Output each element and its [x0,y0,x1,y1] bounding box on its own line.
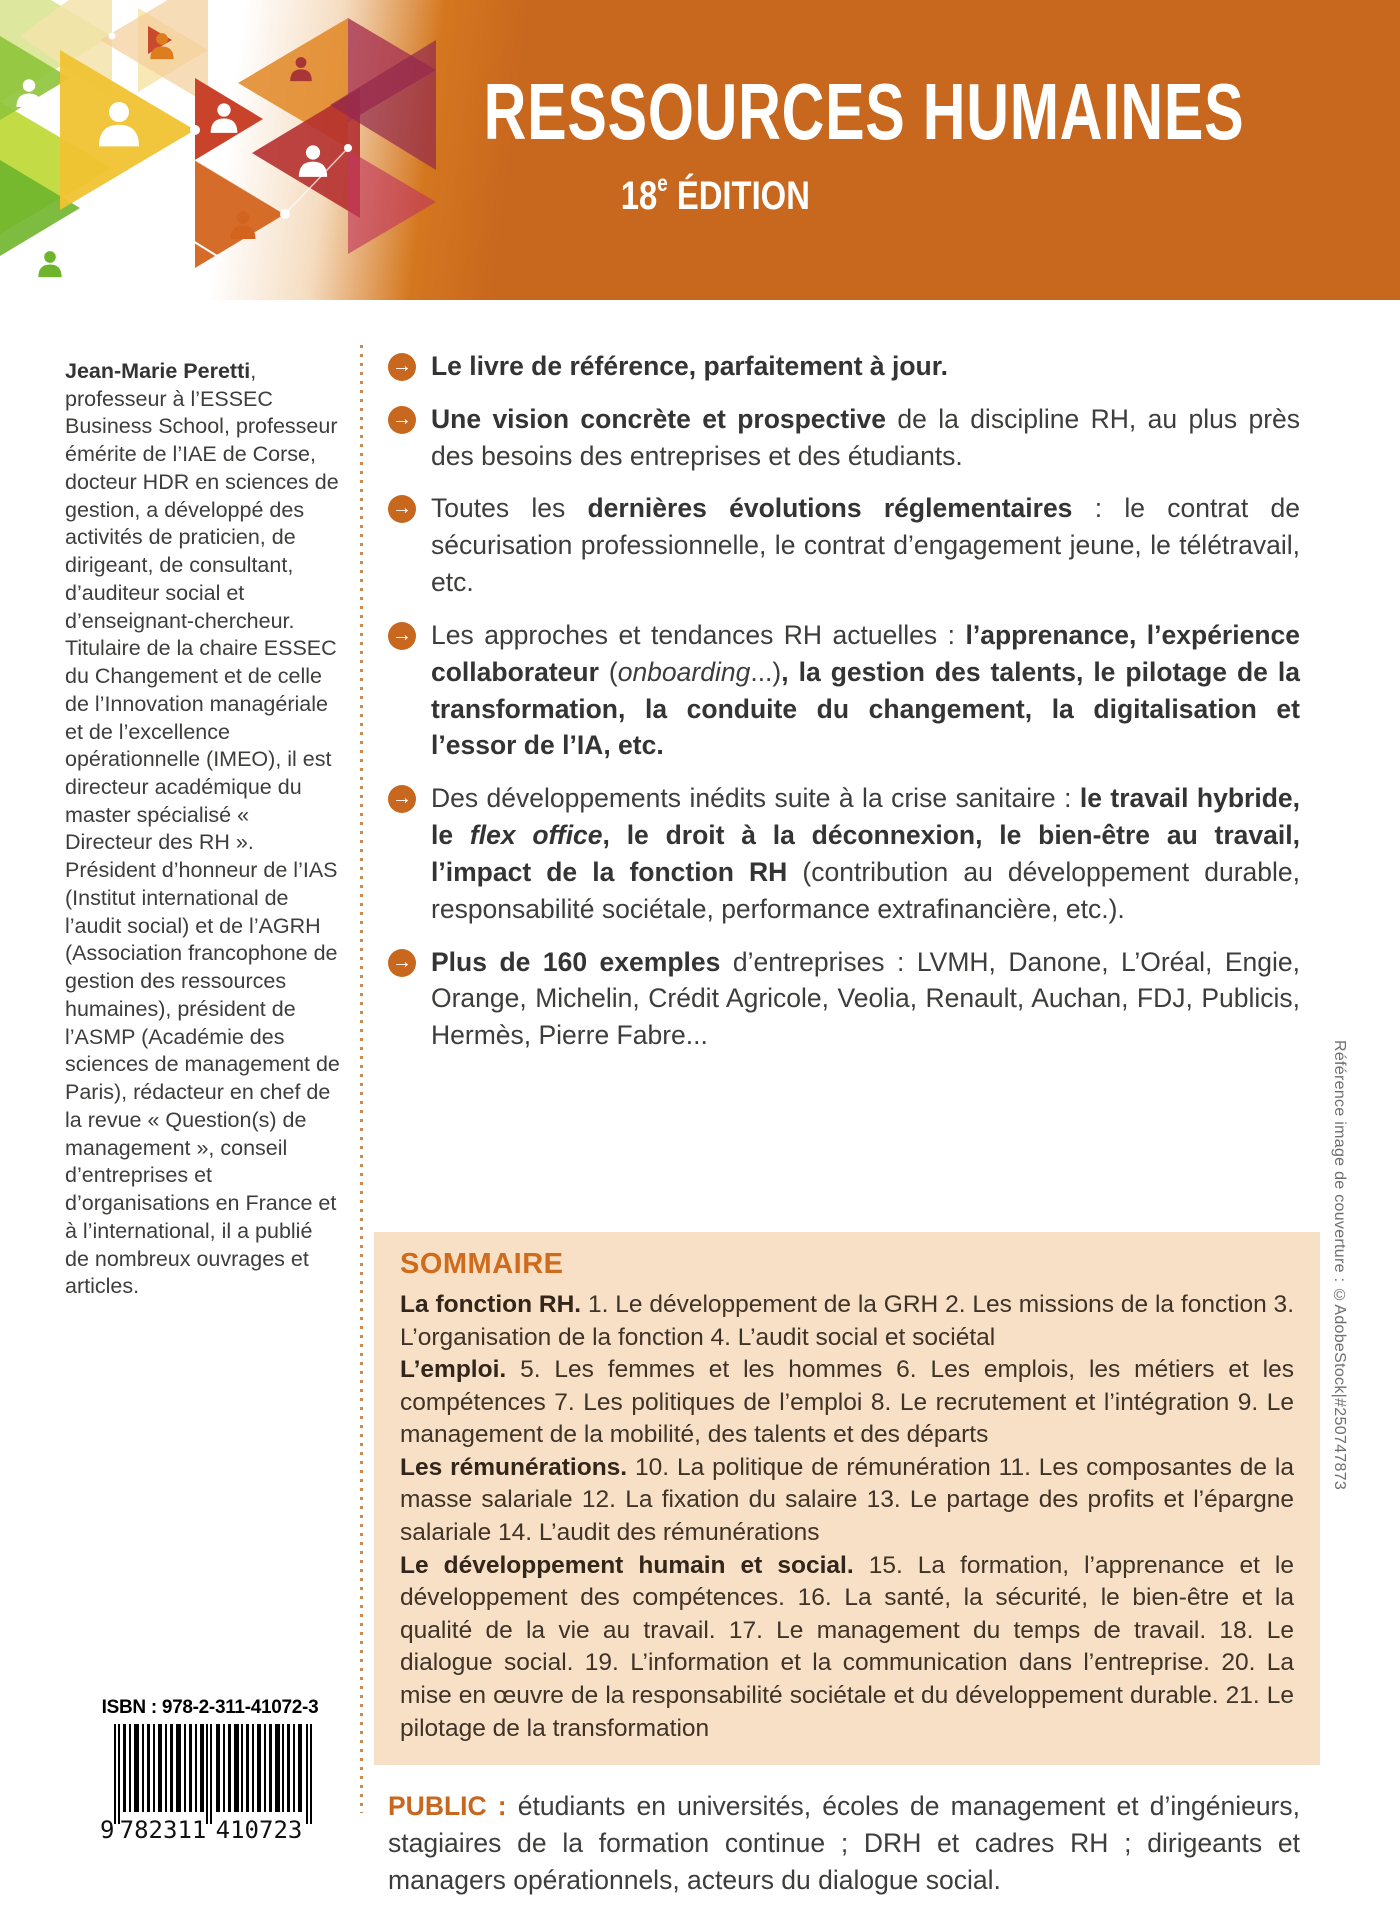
sommaire-box [374,1232,1320,1765]
edition-line [350,172,1080,216]
public-text: étudiants en universités, écoles de management et d’ingénieurs, stagiaires de la formation continue ; DRH et cadres RH ; dirigeants et managers opérationnels, acteurs du dialogue social. [388,1791,1300,1895]
features-list [388,348,1300,1070]
barcode-digit-left: 9 [100,1816,115,1842]
barcode-digits-group2: 410723 [215,1816,303,1842]
isbn-label: ISBN : 978-2-311-41072-3 [101,1697,319,1718]
title-block [350,67,1245,218]
sommaire-title: SOMMAIRE [400,1248,564,1280]
feature-bullet [388,780,1300,927]
author-bio-paragraph-2: Président d’honneur de l’IAS (Institut international de l’audit social) et de l’AGRH (Association francophone de gestion des ressources humaines), président de l’ASMP (Académie des sciences de management de Paris), rédacteur en chef de la revue « Question(s) de management », conseil d’entreprises et d’organisations en France et à l’international, il a publié de nombreux ouvrages et articles. [65,858,340,1299]
arrow-right-circle-icon: → [388,353,416,381]
sommaire-section-remunerations: Les rémunérations. 10. La politique de rémunération 11. Les composantes de la masse salariale 12. La fixation du salaire 13. Le partage des profits et l’épargne salariale 14. L’audit des rémunérations [400,1453,1294,1547]
feature-text: Plus de 160 exemples d’entreprises : LVMH, Danone, L’Oréal, Engie, Orange, Michelin, Crédit Agricole, Veolia, Renault, Auchan, FDJ, Publicis, Hermès, Pierre Fabre... [431,946,1300,1051]
cover-image-credit: Référence image de couverture : ©AdobeStock|#250747873 [1331,1040,1348,1491]
feature-bullet [388,490,1300,600]
arrow-right-circle-icon: → [388,785,416,813]
arrow-right-circle-icon: → [388,495,416,523]
feature-bullet [388,617,1300,764]
arrow-right-circle-icon: → [388,949,416,977]
ean13-barcode [100,1724,318,1842]
edition-superscript: e [656,170,668,196]
feature-bullet [388,944,1300,1054]
feature-text: Toutes les dernières évolutions réglementaires : le contrat de sécurisation professionnelle, le contrat d’engagement jeune, le télétravail, etc. [431,493,1300,598]
arrow-right-circle-icon: → [388,406,416,434]
edition-number: 18 [620,174,657,218]
feature-text: Des développements inédits suite à la crise sanitaire : le travail hybride, le flex office, le droit à la déconnexion, le bien-être au travail, l’impact de la fonction RH (contribution au développement durable, responsabilité sociétale, performance extrafinancière, etc.). [431,783,1300,924]
public-label: PUBLIC : [388,1791,518,1821]
sommaire-section-emploi: L’emploi. 5. Les femmes et les hommes 6. Les emplois, les métiers et les compétences 7. Les politiques de l’emploi 8. Le recrutement et l’intégration 9. Le management de la mobilité, des talents et des départs [400,1356,1294,1449]
sommaire-section-developpement: Le développement humain et social. 15. La formation, l’apprenance et le développement des compétences. 16. La santé, la sécurité, le bien-être et la qualité de la vie au travail. 17. Le management du temps de travail. 18. Le dialogue social. 19. L’information et la communication dans l’entreprise. 20. La mise en œuvre de la responsabilité sociétale et du développement durable. 21. Le pilotage de la transformation [400,1551,1294,1742]
edition-word: ÉDITION [667,174,810,218]
feature-bullet [388,348,1300,385]
feature-text: Le livre de référence, parfaitement à jour. [431,351,948,381]
isbn-block [100,1697,320,1842]
dotted-divider [360,345,363,1813]
public-paragraph [388,1788,1300,1898]
feature-bullet [388,401,1300,475]
author-bio [65,358,341,1301]
feature-text: Les approches et tendances RH actuelles : l’apprenance, l’expérience collaborateur (onboarding...), la gestion des talents, le pilotage de la transformation, la conduite du changement, la digitalisation et l’essor de l’IA, etc. [431,619,1301,761]
person-icon [38,251,61,277]
feature-text: Une vision concrète et prospective de la discipline RH, au plus près des besoins des entreprises et des étudiants. [431,403,1301,471]
author-bio-paragraph-1: Jean-Marie Peretti, professeur à l’ESSEC Business School, professeur émérite de l’IAE de Corse, docteur HDR en sciences de gestion, a développé des activités de praticien, de dirigeant, de consultant, d’auditeur social et d’enseignant-chercheur. Titulaire de la chaire ESSEC du Changement et de celle de l’Innovation managériale et de l’excellence opérationnelle (IMEO), il est directeur académique du master spécialisé « Directeur des RH ». [65,359,339,855]
barcode-digits-group1: 782311 [119,1816,207,1842]
arrow-right-circle-icon: → [388,622,416,650]
header-banner [0,0,1400,300]
sommaire-section-fonction-rh: La fonction RH. 1. Le développement de la GRH 2. Les missions de la fonction 3. L’organisation de la fonction 4. L’audit social et sociétal [400,1291,1294,1351]
book-title: RESSOURCES HUMAINES [483,67,1245,156]
